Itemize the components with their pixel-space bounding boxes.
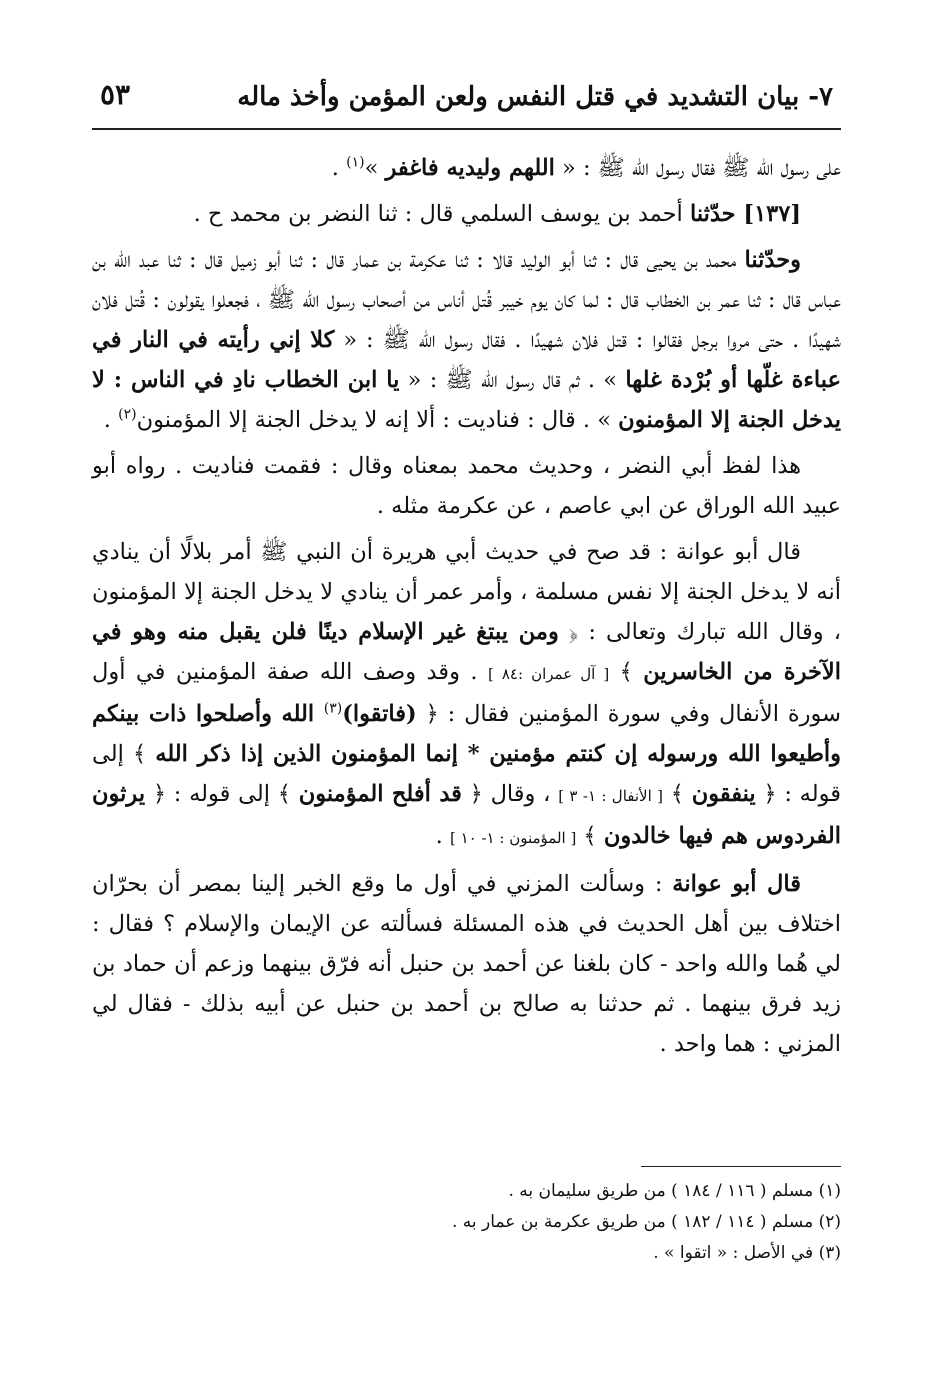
paragraph — [92, 240, 841, 440]
text-run: » — [364, 155, 386, 181]
text-run: محمد بن يحيى قال : ثنا أبو الوليد قالا : ثنا عكرمة بن عمار قال : ثنا أبو زميل قال : ثنا عبد الله بن عباس قال : ثنا عمر بن الخطاب قال : لما كان يوم خيبر قُتل أناس من أصحاب رسول الله ﷺ ، فجعلوا يقولون : قُتل فلان شهيدًا . حتى مروا برجل فقالوا : قتل فلان شهيدًا . فقال رسول الله ﷺ : « — [92, 247, 841, 353]
footnote-marker: (٢) — [118, 406, 137, 423]
text-run: : وسألت المزني في أول ما وقع الخبر إلينا بمصر أن بحرّان اختلاف بين أهل الحديث في هذه المسئلة فسألته عن الإيمان والإسلام ؟ فقال : لي هُما والله واحد - كان بلغنا عن أحمد بن حنبل أنه فرّق بينهما وزعم أن حماد بن زيد فرق بينهما . ثم حدثنا به صالح بن أحمد بن حنبل عن أبيه بذلك - فقال لي المزني : هما واحد . — [92, 871, 841, 1057]
text-run: كلا إني رأيته في النار في عباءة غلّها أو بُرْدة غلها — [92, 327, 842, 393]
footnote-separator — [641, 1166, 841, 1167]
verse-reference: [ الأنفال : ١- ٣ ] — [558, 787, 663, 805]
paragraph — [92, 446, 841, 526]
text-run: قال أبو عوانة : قد صح في حديث أبي هريرة أن النبي ﷺ أمر بلالًا أن ينادي أنه لا يدخل الجنة إلا نفس مسلمة ، وأمر عمر أن ينادي لا يدخل الجنة إلا المؤمنون ، وقال الله تبارك وتعالى : ﴿ — [92, 539, 841, 645]
text-run: اللهم وليديه فاغفر — [385, 155, 555, 181]
running-title: ٧- بيان التشديد في قتل النفس ولعن المؤمن وأخذ ماله — [237, 82, 833, 112]
paragraph — [92, 532, 841, 858]
paragraph — [92, 148, 841, 188]
text-run: [١٣٧] حدّثنا — [689, 201, 801, 227]
text-run: (فاتقوا) — [342, 701, 417, 727]
text-run: » . قال : فناديت : ألا إنه لا يدخل الجنة إلا المؤمنون — [136, 407, 619, 433]
text-run: يرثون الفردوس هم فيها خالدون — [92, 781, 841, 849]
footnote-3: (٣) في الأصل : « اتقوا » . — [653, 1243, 841, 1263]
text-run: ﴾ — [662, 781, 692, 807]
footnotes — [92, 1176, 841, 1269]
text-run: على رسول الله ﷺ فقال رسول الله ﷺ : « — [554, 155, 841, 181]
text-run: . — [331, 155, 347, 181]
text-run: قد أفلح المؤمنون — [298, 781, 462, 807]
text-run: » . ثم قال رسول الله ﷺ : « — [399, 367, 626, 393]
paragraph — [92, 864, 841, 1064]
paragraph — [92, 194, 841, 234]
page-number: ٥٣ — [100, 78, 131, 111]
footnote-2: (٢) مسلم ( ١١٤ / ١٨٢ ) من طريق عكرمة بن عمار به . — [452, 1212, 841, 1232]
footnote-marker: (٣) — [323, 700, 343, 717]
page-header — [92, 72, 841, 124]
text-run: ﴾ إلى قوله : ﴿ — [145, 781, 299, 807]
text-run: قال أبو عوانة — [672, 871, 802, 897]
footnote-marker: (١) — [346, 154, 365, 171]
header-rule — [92, 128, 841, 130]
verse-reference: [ المؤمنون : ١- ١٠ ] — [449, 829, 577, 847]
text-run: ﴾ — [609, 659, 644, 685]
text-run: ينفقون — [691, 781, 756, 807]
footnote-1: (١) مسلم ( ١١٦ / ١٨٤ ) من طريق سليمان به . — [508, 1181, 841, 1201]
text-run: ومن يبتغ غير الإسلام دينًا فلن يقبل منه وهو في الآخرة من الخاسرين — [92, 619, 841, 685]
text-run: هذا لفظ أبي النضر ، وحديث محمد بمعناه وقال : فقمت فناديت . رواه أبو عبيد الله الوراق عن ابي عاصم ، عن عكرمة مثله . — [92, 453, 841, 519]
text-run: ﴾ إلى قوله : ﴿ — [92, 741, 841, 807]
verse-reference: [ آل عمران :٨٤ ] — [487, 665, 610, 683]
main-text — [92, 148, 841, 1070]
text-run: ﴾ — [576, 823, 604, 849]
text-run: . — [435, 823, 450, 849]
text-run: الله وأصلحوا ذات بينكم وأطيعوا الله ورسوله إن كنتم مؤمنين * إنما المؤمنون الذين إذا ذكر الله — [92, 701, 841, 767]
text-run: . وقد وصف الله صفة المؤمنين في أول سورة الأنفال وفي سورة المؤمنين فقال : ﴿ — [92, 659, 841, 727]
text-run: وحدّثنا — [744, 247, 801, 273]
text-run: ، وقال ﴿ — [461, 781, 559, 807]
text-run: . — [103, 407, 119, 433]
text-run: أحمد بن يوسف السلمي قال : ثنا النضر بن محمد ح . — [193, 201, 690, 227]
text-run: يا ابن الخطاب نادِ في الناس : لا يدخل الجنة إلا المؤمنون — [92, 367, 841, 433]
